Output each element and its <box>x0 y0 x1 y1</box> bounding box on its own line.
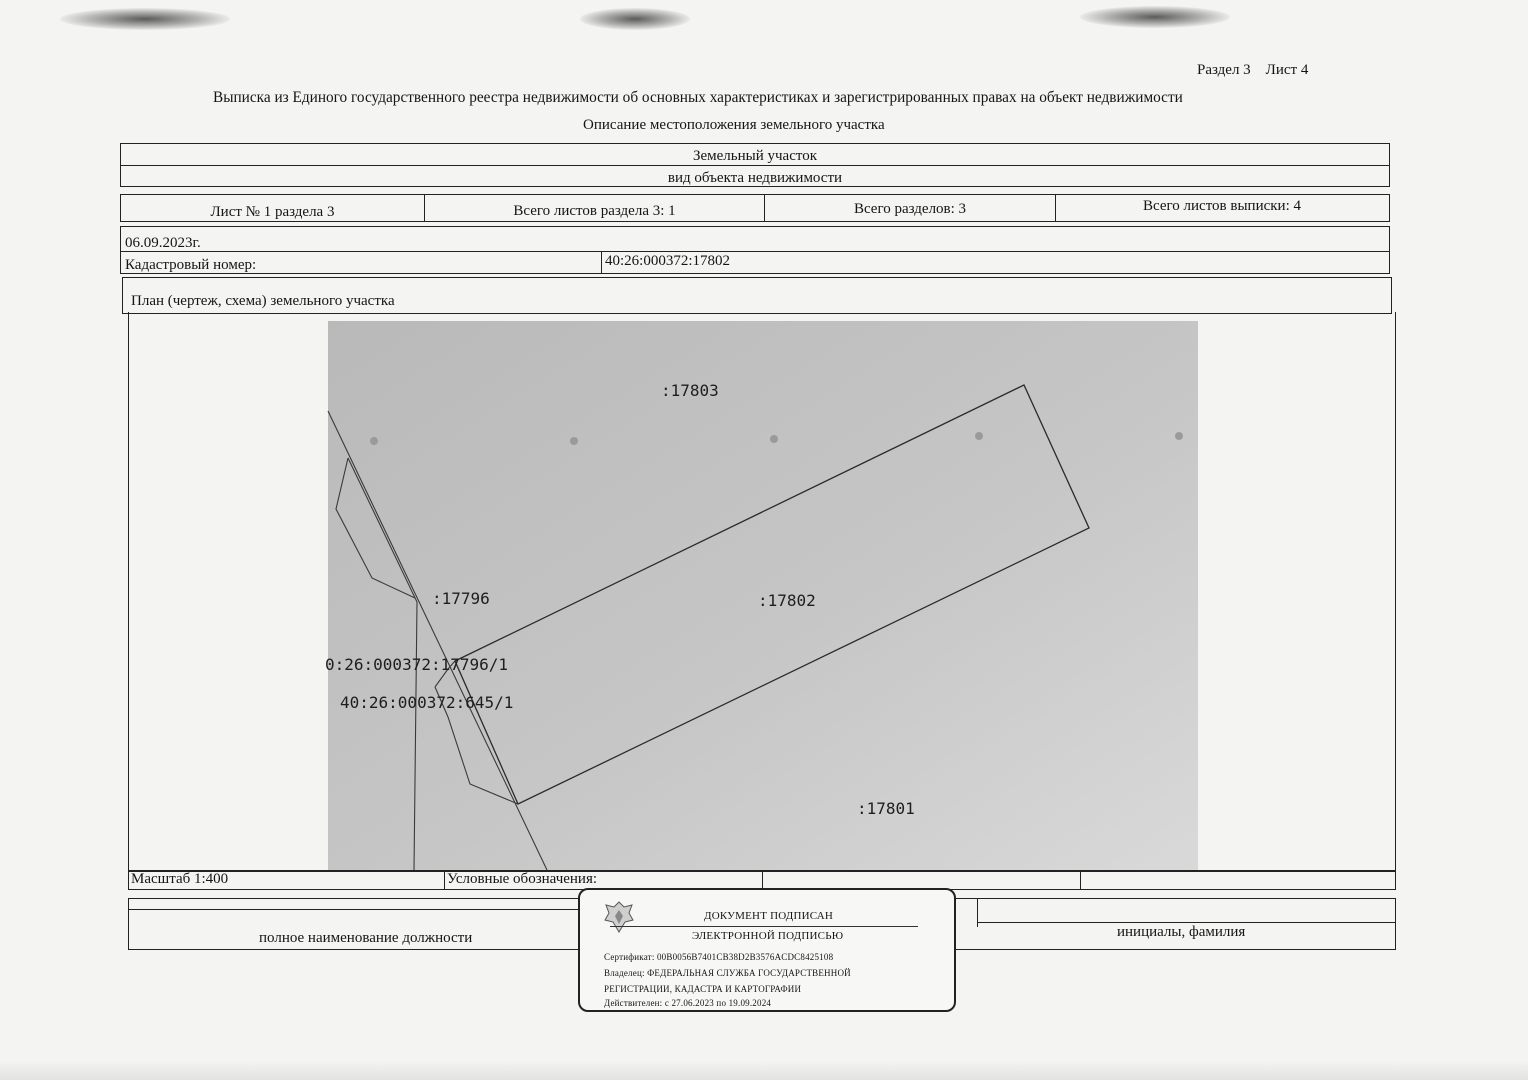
divider <box>129 909 579 910</box>
plan-title-block <box>122 277 1392 314</box>
electronic-signature-stamp <box>578 888 956 1012</box>
survey-dot <box>1175 432 1183 440</box>
initials-caption: инициалы, фамилия <box>1117 924 1246 940</box>
legend-blank-cell <box>763 871 1081 889</box>
label-17803: :17803 <box>661 381 719 400</box>
label-part-645-1: 40:26:000372:645/1 <box>340 693 514 712</box>
stamp-rule <box>610 926 918 927</box>
stamp-owner-2: РЕГИСТРАЦИИ, КАДАСТРА И КАРТОГРАФИИ <box>604 984 802 994</box>
object-name: Земельный участок <box>692 148 818 164</box>
scan-smudge <box>1080 6 1230 28</box>
legend-label: Условные обозначения: <box>447 871 598 887</box>
label-17801: :17801 <box>857 799 915 818</box>
total-section-sheets <box>425 195 765 221</box>
total-extract-sheets-text: Всего листов выписки: 4 <box>1143 198 1301 214</box>
position-caption: полное наименование должности <box>259 930 473 946</box>
label-17796: :17796 <box>432 589 490 608</box>
total-extract-sheets <box>1056 195 1388 221</box>
label-17802: :17802 <box>758 591 816 610</box>
divider <box>121 251 1389 252</box>
label-part-17796-1: 0:26:000372:17796/1 <box>325 655 509 674</box>
scale-legend-row <box>128 870 1396 890</box>
divider <box>601 251 602 273</box>
info-block <box>120 226 1390 274</box>
total-section-sheets-text: Всего листов раздела 3: 1 <box>513 203 676 219</box>
object-kind-caption: вид объекта недвижимости <box>667 170 843 186</box>
survey-dot <box>570 437 578 445</box>
legend-blank-cell <box>1081 871 1394 889</box>
stamp-certificate: Сертификат: 00B0056B7401CB38D2B3576ACDC8425108 <box>604 952 834 962</box>
cadastral-number-value: 40:26:000372:17802 <box>605 253 731 269</box>
stamp-owner-1: Владелец: ФЕДЕРАЛЬНАЯ СЛУЖБА ГОСУДАРСТВЕННОЙ <box>604 968 851 978</box>
divider <box>977 922 1395 923</box>
stamp-line-2: ЭЛЕКТРОННОЙ ПОДПИСЬЮ <box>692 930 844 942</box>
document-subtitle: Описание местоположения земельного участка <box>583 117 885 133</box>
object-block <box>120 143 1390 187</box>
stamp-line-1: ДОКУМЕНТ ПОДПИСАН <box>704 910 834 922</box>
total-sections <box>765 195 1056 221</box>
sheets-row <box>120 194 1390 222</box>
survey-dot <box>975 432 983 440</box>
sheet-of-section-text: Лист № 1 раздела 3 <box>210 204 335 220</box>
emblem-icon <box>602 898 636 936</box>
cadastral-number-label: Кадастровый номер: <box>125 257 257 273</box>
stamp-validity: Действителен: с 27.06.2023 по 19.09.2024 <box>604 998 772 1008</box>
scale-label: Масштаб 1:400 <box>131 871 229 887</box>
plan-title: План (чертеж, схема) земельного участка <box>131 293 395 309</box>
document-title: Выписка из Единого государственного реестра недвижимости об основных характеристиках и зарегистрированных правах на объект недвижимости <box>213 89 1183 106</box>
extract-date: 06.09.2023г. <box>125 235 201 251</box>
legend-cell <box>445 871 763 889</box>
scan-smudge <box>60 8 230 30</box>
section-sheet-label: Раздел 3 Лист 4 <box>1197 62 1309 78</box>
survey-dot <box>370 437 378 445</box>
scale-cell <box>129 871 445 889</box>
sheet-of-section <box>121 195 425 221</box>
scan-smudge <box>580 8 690 30</box>
scan-edge <box>0 1060 1528 1080</box>
divider <box>121 165 1389 166</box>
total-sections-text: Всего разделов: 3 <box>853 201 967 217</box>
survey-dot <box>770 435 778 443</box>
plot-plan <box>322 321 1198 870</box>
plan-edge <box>322 321 328 870</box>
